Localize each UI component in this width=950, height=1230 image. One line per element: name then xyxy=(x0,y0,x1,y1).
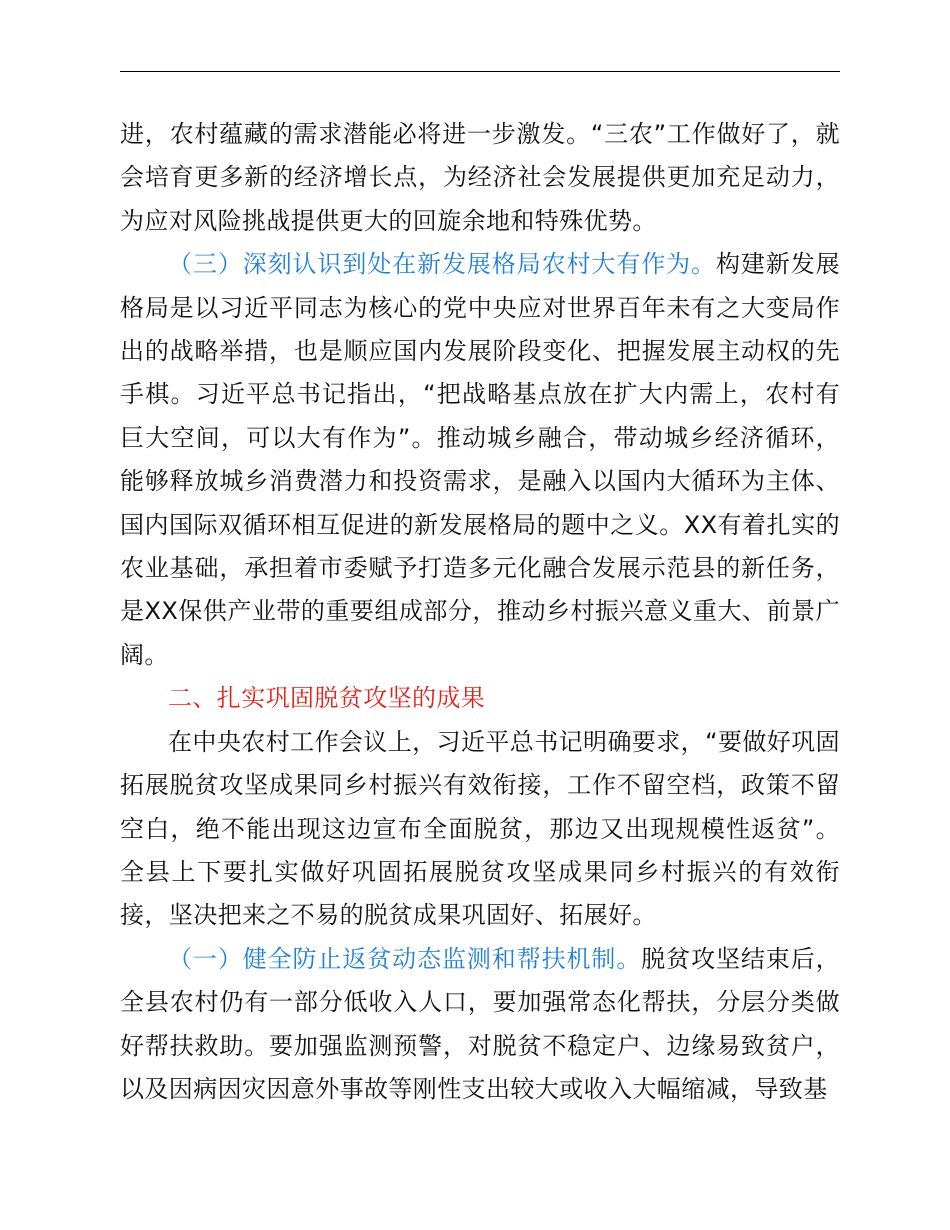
header-rule xyxy=(120,71,840,72)
paragraph-continuation xyxy=(120,113,840,243)
subheading-three: （三）深刻认识到处在新发展格局农村大有作为。 xyxy=(168,250,716,279)
paragraph-section-three xyxy=(120,243,840,677)
section-title-two: 二、扎实巩固脱贫攻坚的成果 xyxy=(168,684,486,713)
document-body xyxy=(120,113,840,1111)
paragraph-text: 构建新发展格局是以习近平同志为核心的党中央应对世界百年未有之大变局作出的战略举措，也是顺应国内发展阶段变化、把握发展主动权的先手棋。习近平总书记指出，“把战略基点放在扩大内需上，农村有巨大空间，可以大有作为”。推动城乡融合，带动城乡经济循环，能够释放城乡消费潜力和投资需求，是融入以国内大循环为主体、国内国际双循环相互促进的新发展格局的题中之义。XX有着扎实的农业基础，承担着市委赋予打造多元化融合发展示范县的新任务，是XX保供产业带的重要组成部分，推动乡村振兴意义重大、前景广阔。 xyxy=(120,250,840,669)
subheading-one: （一）健全防止返贫动态监测和帮扶机制。 xyxy=(168,944,642,973)
paragraph-text: 脱贫攻坚结束后，全县农村仍有一部分低收入人口，要加强常态化帮扶，分层分类做好帮扶救助。要加强监测预警，对脱贫不稳定户、边缘易致贫户，以及因病因灾因意外事故等刚性支出较大或收入大幅缩减，导致基 xyxy=(120,944,840,1103)
paragraph-section-two-one xyxy=(120,938,840,1112)
paragraph-text: 在中央农村工作会议上，习近平总书记明确要求，“要做好巩固拓展脱贫攻坚成果同乡村振兴有效衔接，工作不留空档，政策不留空白，绝不能出现这边宣布全面脱贫，那边又出现规模性返贫”。全县上下要扎实做好巩固拓展脱贫攻坚成果同乡村振兴的有效衔接，坚决把来之不易的脱贫成果巩固好、拓展好。 xyxy=(120,727,841,930)
paragraph-text: 进，农村蕴藏的需求潜能必将进一步激发。“三农”工作做好了，就会培育更多新的经济增长点，为经济社会发展提供更加充足动力，为应对风险挑战提供更大的回旋余地和特殊优势。 xyxy=(120,120,840,235)
paragraph-section-two-intro xyxy=(120,721,840,938)
